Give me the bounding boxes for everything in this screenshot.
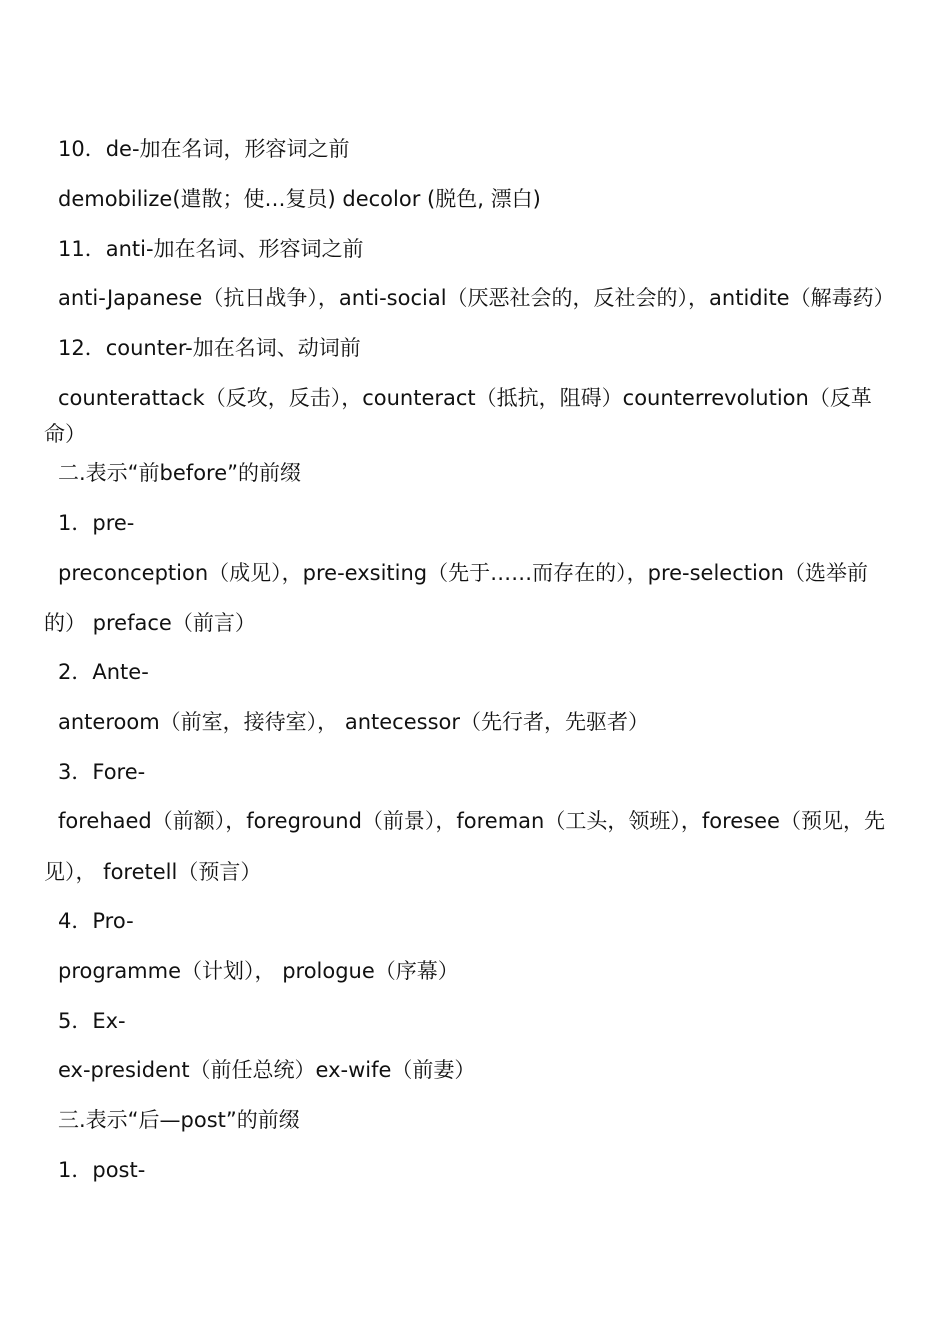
heading-pro-prefix: 4．Pro- xyxy=(58,909,134,933)
examples-ex-prefix: ex-president（前任总统）ex-wife（前妻） xyxy=(58,1058,476,1082)
heading-fore-prefix: 3．Fore- xyxy=(58,760,146,784)
examples-counter-prefix-line2: 命） xyxy=(44,422,86,446)
examples-fore-prefix-line2: 见）， foretell（预言） xyxy=(44,860,262,884)
examples-pre-prefix-line1: preconception（成见），pre-exsiting（先于……而存在的），pre-selection（选举前 xyxy=(58,561,868,585)
heading-ante-prefix: 2．Ante- xyxy=(58,660,149,684)
examples-pro-prefix: programme（计划）， prologue（序幕） xyxy=(58,959,459,983)
examples-fore-prefix-line1: forehaed（前额），foreground（前景），foreman（工头，领班），foresee（预见，先 xyxy=(58,809,885,833)
heading-anti-prefix: 11．anti-加在名词、形容词之前 xyxy=(58,237,364,261)
examples-ante-prefix: anteroom（前室，接待室）， antecessor（先行者，先驱者） xyxy=(58,710,649,734)
heading-counter-prefix: 12．counter-加在名词、动词前 xyxy=(58,336,361,360)
heading-post-prefix: 1．post- xyxy=(58,1158,146,1182)
heading-ex-prefix: 5．Ex- xyxy=(58,1009,126,1033)
section-heading-post: 三.表示“后—post”的前缀 xyxy=(58,1108,300,1132)
examples-de-prefix: demobilize(遣散；使…复员) decolor (脱色, 漂白) xyxy=(58,187,541,211)
heading-pre-prefix: 1．pre- xyxy=(58,511,135,535)
section-heading-before: 二.表示“前before”的前缀 xyxy=(58,461,302,485)
examples-counter-prefix-line1: counterattack（反攻，反击），counteract（抵抗，阻碍）counterrevolution（反革 xyxy=(58,386,872,410)
examples-anti-prefix: anti-Japanese（抗日战争），anti-social（厌恶社会的，反社会的），antidite（解毒药） xyxy=(58,286,895,310)
examples-pre-prefix-line2: 的） preface（前言） xyxy=(44,611,256,635)
heading-de-prefix: 10．de-加在名词，形容词之前 xyxy=(58,137,350,161)
